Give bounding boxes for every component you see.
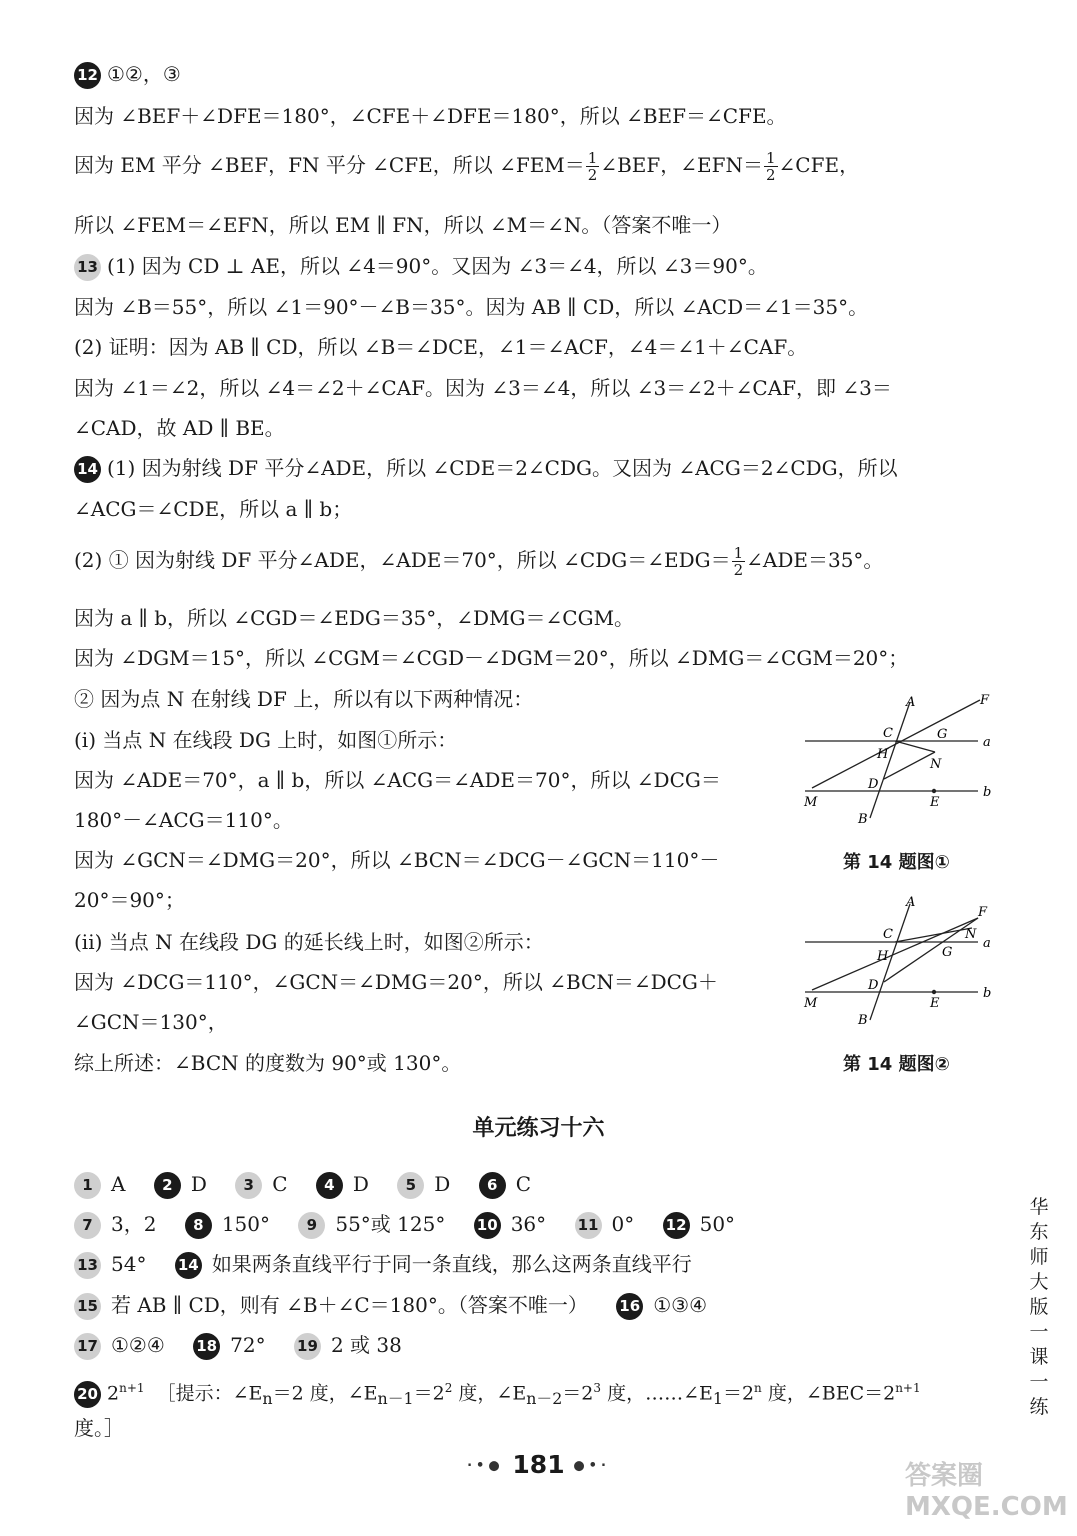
text-line: (i) 当点 N 在线段 DG 上时，如图①所示： [74,728,458,752]
label-b: b [983,986,992,1001]
answer-value: C [272,1172,288,1196]
answer-20-line [74,1374,921,1413]
superscript: 2 [444,1381,453,1395]
text-line: 因为 ∠DGM＝15°，所以 ∠CGM＝∠CGD－∠DGM＝20°，所以 ∠DMG＝∠CGM＝20°； [74,646,909,670]
answer-item [175,1250,692,1279]
answer-item [616,1291,707,1320]
fraction-half [586,150,600,183]
label-M: M [804,996,818,1011]
label-D: D [868,978,879,993]
side-series-label: 华东师大版一课一练 [1029,1196,1049,1418]
label-N: N [965,927,977,942]
text-segment: 因为 EM 平分 ∠BEF，FN 平分 ∠CFE，所以 ∠FEM＝ [74,153,585,177]
answer-value: 36° [510,1212,547,1236]
text-line: 因为 ∠DCG＝110°，∠GCN＝∠DMG＝20°，所以 ∠BCN＝∠DCG＋ [74,970,718,994]
label-F: F [978,905,988,920]
watermark: 答案圈 MXQE.COM [905,1461,1068,1522]
question-badge: 10 [474,1212,501,1239]
label-M: M [804,795,818,810]
answer-item [298,1210,445,1239]
answer-value: 3，2 [111,1212,157,1236]
label-E: E [930,795,940,810]
problem-badge-14: 14 [74,456,101,483]
answer-item [479,1170,531,1199]
text-line-fraction [74,150,859,183]
answer-item [235,1170,287,1199]
label-B: B [858,1013,868,1028]
question-badge: 11 [575,1212,602,1239]
fraction-numerator: 1 [733,544,744,562]
answer-value: A [111,1172,126,1196]
question-badge: 5 [397,1172,424,1199]
figure-caption-1: 第 14 题图① [843,852,950,873]
answer-item [294,1331,402,1360]
label-H: H [877,949,889,964]
label-H: H [877,747,889,762]
question-badge: 16 [616,1293,643,1320]
fraction-numerator: 1 [587,149,598,167]
answer-item [74,1170,125,1199]
text-segment: ∠ADE＝35°。 [746,548,884,572]
fraction-half [764,150,778,183]
question-badge: 6 [479,1172,506,1199]
label-E: E [930,996,940,1011]
text-line: 所以 ∠FEM＝∠EFN，所以 EM ∥ FN，所以 ∠M＝∠N。（答案不唯一） [74,213,732,237]
text-line: ∠CAD，故 AD ∥ BE。 [74,416,285,440]
text-segment: ＝2 [722,1382,755,1405]
text-line: (ii) 当点 N 在线段 DG 的延长线上时，如图②所示： [74,930,544,954]
text-line-fraction [74,545,883,578]
answer-item [575,1210,635,1239]
question-badge: 14 [175,1252,202,1279]
text-line: 因为 ∠B＝55°，所以 ∠1＝90°－∠B＝35°。因为 AB ∥ CD，所以 ∠ACD＝∠1＝35°。 [74,295,869,319]
superscript: 3 [593,1381,602,1395]
text-segment: (1) 因为射线 DF 平分∠ADE，所以 ∠CDE＝2∠CDG。又因为 ∠ACG＝2∠CDG，所以 [107,456,898,480]
text-segment: ＝2 度，∠E [272,1382,378,1405]
question-badge: 17 [74,1333,101,1360]
text-line: ∠GCN＝130°， [74,1010,228,1034]
label-G: G [937,727,948,742]
answers-row-2 [74,1210,757,1239]
text-segment: ∠BEF，∠EFN＝ [600,153,763,177]
text-line: ② 因为点 N 在射线 DF 上，所以有以下两种情况： [74,687,534,711]
answer-item [474,1210,546,1239]
label-C: C [883,726,893,741]
question-badge: 1 [74,1172,101,1199]
question-badge: 7 [74,1212,101,1239]
text-line: 20°＝90°； [74,888,185,912]
text-line: ∠ACG＝∠CDE，所以 a ∥ b； [74,497,353,521]
answer-value: 150° [221,1212,270,1236]
label-G: G [942,945,953,960]
label-D: D [868,777,879,792]
text-line: 综上所述：∠BCN 的度数为 90°或 130°。 [74,1051,462,1075]
text-segment: ＝2 [413,1382,445,1405]
question-badge: 12 [663,1212,690,1239]
answers-row-5 [74,1331,424,1360]
label-B: B [858,812,868,827]
answer-value: 2 或 38 [330,1333,402,1357]
answers-row-1 [74,1170,553,1199]
superscript: n [754,1381,762,1395]
problem-12-header [74,60,181,89]
question-badge: 19 [294,1333,321,1360]
answer-value: 50° [699,1212,736,1236]
question-badge: 9 [298,1212,325,1239]
question-badge: 8 [185,1212,212,1239]
subscript: 1 [712,1389,723,1409]
fraction-denominator: 2 [587,166,598,184]
question-badge: 20 [74,1381,101,1408]
text-segment: 度，∠E [452,1382,527,1405]
answer-item [193,1331,265,1360]
superscript: n+1 [119,1381,145,1395]
fraction-denominator: 2 [766,166,776,184]
answer-item [74,1210,156,1239]
label-C: C [883,927,893,942]
text-line: 因为 a ∥ b，所以 ∠CGD＝∠EDG＝35°，∠DMG＝∠CGM。 [74,606,635,630]
text-segment: 度，∠BEC＝2 [761,1382,896,1405]
answer-item [316,1170,369,1199]
text-line: 因为 ∠GCN＝∠DMG＝20°，所以 ∠BCN＝∠DCG－∠GCN＝110°－ [74,848,720,872]
text-segment: ＝2 [562,1382,594,1405]
subscript: n [262,1389,273,1409]
text-segment: ［提示：∠E [156,1382,263,1405]
answer-value: 如果两条直线平行于同一条直线，那么这两条直线平行 [211,1252,692,1276]
text-line: 因为 ∠BEF＋∠DFE＝180°，∠CFE＋∠DFE＝180°，所以 ∠BEF＝∠CFE。 [74,104,787,128]
subscript: n－2 [526,1389,563,1409]
answers-row-3 [74,1250,714,1279]
superscript: n+1 [895,1381,921,1395]
answer-value: D [434,1172,451,1196]
answer-item [397,1170,450,1199]
answer-item [74,1291,588,1320]
section-title: 单元练习十六 [472,1116,605,1141]
text-line: (2) 证明：因为 AB ∥ CD，所以 ∠B＝∠DCE，∠1＝∠ACF，∠4＝∠1＋∠CAF。 [74,335,808,359]
problem-13-line [74,252,768,281]
answer-item [74,1331,165,1360]
answer-value: ①②④ [111,1333,165,1357]
geometry-figure-2 [800,892,1000,1032]
text-segment: 2 [107,1382,120,1405]
question-badge: 3 [235,1172,262,1199]
answers-row-4 [74,1291,729,1320]
answer-item [663,1210,735,1239]
answer-item [154,1170,207,1199]
answer-value: 55°或 125° [335,1212,446,1236]
answer-value: 54° [111,1252,147,1276]
text-line: 因为 ∠ADE＝70°，a ∥ b，所以 ∠ACG＝∠ADE＝70°，所以 ∠DCG＝ [74,768,721,792]
subscript: n－1 [377,1389,414,1409]
figure-caption-2: 第 14 题图② [843,1054,950,1075]
question-badge: 2 [154,1172,181,1199]
label-F: F [980,693,990,708]
answer-item [185,1210,270,1239]
text-segment: 度，……∠E [601,1382,713,1405]
label-b: b [983,785,992,800]
dots-decoration-icon: ·•● [467,1458,504,1474]
problem-14-line [74,454,898,483]
question-badge: 15 [74,1293,101,1320]
text-segment: (1) 因为 CD ⊥ AE，所以 ∠4＝90°。又因为 ∠3＝∠4，所以 ∠3＝90°。 [107,254,768,278]
question-badge: 13 [74,1252,101,1279]
question-badge: 18 [193,1333,220,1360]
answer-value: 0° [611,1212,635,1236]
fraction-numerator: 1 [766,149,776,167]
label-a: a [983,936,991,951]
text-line: 因为 ∠1＝∠2，所以 ∠4＝∠2＋∠CAF。因为 ∠3＝∠4，所以 ∠3＝∠2＋∠CAF，即 ∠3＝ [74,376,892,400]
answer-text: ①②，③ [107,62,181,86]
answer-value: ①③④ [653,1293,707,1317]
label-A: A [906,695,916,710]
answer-value: D [352,1172,369,1196]
answer-value: 72° [230,1333,266,1357]
geometry-figure-1 [800,690,1000,830]
page-number-text: 181 [512,1450,565,1479]
problem-badge-13: 13 [74,254,101,281]
label-a: a [983,735,991,750]
answer-value: 若 AB ∥ CD，则有 ∠B＋∠C＝180°。（答案不唯一） [111,1293,588,1317]
text-segment: ∠CFE， [778,153,860,177]
label-A: A [906,895,916,910]
text-line: 度。］ [74,1416,124,1440]
problem-badge-12: 12 [74,62,101,89]
label-N: N [930,757,942,772]
question-badge: 4 [316,1172,343,1199]
answer-value: C [515,1172,532,1196]
dots-decoration-icon: ●•· [573,1458,610,1474]
answer-item [74,1250,146,1279]
text-line: 180°－∠ACG＝110°。 [74,808,293,832]
fraction-denominator: 2 [733,561,744,579]
text-segment: (2) ① 因为射线 DF 平分∠ADE，∠ADE＝70°，所以 ∠CDG＝∠EDG＝ [74,548,731,572]
fraction-half [732,545,746,578]
answer-value: D [190,1172,207,1196]
